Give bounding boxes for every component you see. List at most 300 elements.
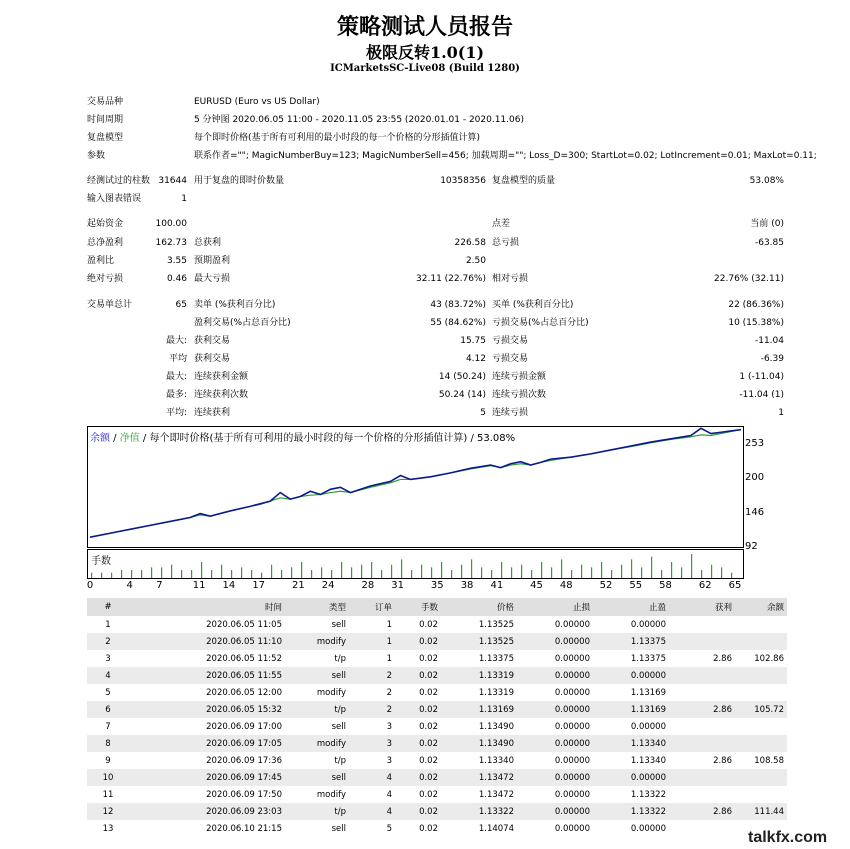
long-positions-label: 买单 (%获利百分比) xyxy=(492,300,574,310)
volume-bar xyxy=(431,567,432,578)
volume-bar xyxy=(171,565,172,578)
bars-value: 31644 xyxy=(158,176,187,186)
table-cell: 3 xyxy=(386,755,392,766)
x-tick-label: 7 xyxy=(156,580,163,591)
table-cell: 2020.06.09 17:45 xyxy=(129,769,285,786)
table-cell: t/p xyxy=(334,653,346,664)
maximal-consec-loss-label: 连续亏损次数 xyxy=(492,390,547,400)
table-cell: 0.02 xyxy=(395,769,441,786)
table-cell: 1.13375 xyxy=(593,633,669,650)
table-cell xyxy=(735,616,787,633)
maximal-label: 最多: xyxy=(165,390,187,400)
chart-legend xyxy=(90,429,515,444)
col-header: 手数 xyxy=(395,598,441,616)
equity-line xyxy=(90,430,741,538)
table-cell: 0.00000 xyxy=(517,667,593,684)
volume-bar xyxy=(691,554,692,578)
table-cell: modify xyxy=(285,633,349,650)
largest-loss-value: -11.04 xyxy=(754,336,784,346)
table-cell: 111.44 xyxy=(735,803,787,820)
spread-value: 当前 (0) xyxy=(750,219,784,229)
table-cell: 2 xyxy=(349,667,395,684)
table-cell: 1.13340 xyxy=(478,755,514,766)
volume-bar xyxy=(421,565,422,578)
table-cell: 0.00000 xyxy=(517,735,593,752)
table-cell xyxy=(735,633,787,650)
volume-bar xyxy=(641,567,642,578)
volume-bar xyxy=(181,570,182,578)
table-row xyxy=(87,667,787,684)
table-cell: 2020.06.10 21:15 xyxy=(206,823,282,834)
volume-bar xyxy=(721,567,722,578)
expected-payoff-value: 2.50 xyxy=(465,256,486,266)
x-tick-label: 65 xyxy=(728,580,742,591)
spread-label: 点差 xyxy=(492,219,511,229)
volume-bar xyxy=(541,562,542,578)
table-cell xyxy=(669,769,735,786)
max-drawdown-label: 最大亏损 xyxy=(194,274,231,284)
short-positions-label: 卖单 (%获利百分比) xyxy=(194,300,276,310)
table-row xyxy=(87,616,787,633)
col-header: 时间 xyxy=(129,598,285,616)
table-cell: 4 xyxy=(87,667,129,684)
table-cell: 2.86 xyxy=(713,653,732,664)
table-cell: 0.00000 xyxy=(517,701,593,718)
table-cell: 1.13319 xyxy=(441,667,517,684)
table-cell xyxy=(669,820,735,837)
volume-bar xyxy=(491,570,492,578)
x-tick-label: 11 xyxy=(192,580,206,591)
table-cell xyxy=(669,667,735,684)
gross-loss-label: 总亏损 xyxy=(492,238,520,248)
table-cell: 2020.06.09 17:36 xyxy=(206,755,282,766)
col-header: 价格 xyxy=(441,598,517,616)
volume-bar xyxy=(381,570,382,578)
table-cell: 0.02 xyxy=(395,803,441,820)
server-build: ICMarketsSC-Live08 (Build 1280) xyxy=(330,63,520,74)
largest-label: 最大: xyxy=(165,336,187,346)
volume-bar xyxy=(291,567,292,578)
volume-bar xyxy=(351,567,352,578)
table-cell: 0.02 xyxy=(419,721,438,732)
col-header: 止盈 xyxy=(593,598,669,616)
gross-profit-label: 总获利 xyxy=(194,238,222,248)
avg-consec-wins-label: 连续获利 xyxy=(194,408,231,418)
avg-loss-label: 亏损交易 xyxy=(492,354,529,364)
table-cell: 5 xyxy=(105,687,111,698)
table-cell: 0.00000 xyxy=(630,721,666,732)
table-cell: 2.86 xyxy=(669,803,735,820)
table-cell: 0.00000 xyxy=(593,769,669,786)
table-row xyxy=(87,786,787,803)
volume-bar xyxy=(121,570,122,578)
table-row xyxy=(87,684,787,701)
table-cell: 1.14074 xyxy=(478,823,514,834)
volume-bar xyxy=(711,565,712,578)
net-profit-value: 162.73 xyxy=(155,238,187,248)
table-cell: 7 xyxy=(105,721,111,732)
volume-chart-svg xyxy=(88,550,743,578)
col-header: 获利 xyxy=(669,598,735,616)
volume-bar xyxy=(441,562,442,578)
table-cell xyxy=(669,616,735,633)
expected-payoff-label: 预期盈利 xyxy=(194,256,231,266)
volume-bar xyxy=(471,559,472,578)
table-cell: 0.00000 xyxy=(517,803,593,820)
largest-profit-value: 15.75 xyxy=(460,336,486,346)
table-cell: 3 xyxy=(105,653,111,664)
table-cell: 1.13169 xyxy=(441,701,517,718)
maximal-consec-profit-value: 50.24 (14) xyxy=(438,390,486,400)
loss-trades-value: 10 (15.38%) xyxy=(728,318,784,328)
col-header: # xyxy=(87,598,129,616)
info-value: 每个即时价格(基于所有可利用的最小时段的每一个价格的分形插值计算) xyxy=(194,133,481,143)
table-cell: sell xyxy=(331,721,346,732)
table-cell: 2020.06.09 17:00 xyxy=(206,721,282,732)
errors-label: 输入图表错误 xyxy=(87,194,142,204)
table-cell: sell xyxy=(285,769,349,786)
table-cell: 0.02 xyxy=(395,667,441,684)
table-cell: 2 xyxy=(87,633,129,650)
table-cell xyxy=(735,786,787,803)
x-tick-label: 58 xyxy=(659,580,672,591)
x-tick-label: 24 xyxy=(321,580,335,591)
volume-bar xyxy=(91,573,92,578)
table-cell: 2.86 xyxy=(669,701,735,718)
table-cell xyxy=(669,633,735,650)
volume-bar xyxy=(561,559,562,578)
max-drawdown-value: 32.11 (22.76%) xyxy=(416,274,486,284)
balance-chart xyxy=(87,426,744,548)
table-cell: 3 xyxy=(349,735,395,752)
volume-bar xyxy=(301,562,302,578)
volume-bar xyxy=(501,562,502,578)
col-header: 余额 xyxy=(735,598,787,616)
table-cell: 108.58 xyxy=(754,755,784,766)
table-cell: 0.00000 xyxy=(554,755,590,766)
volume-bar xyxy=(701,570,702,578)
info-label: 复盘模型 xyxy=(87,133,124,143)
net-profit-label: 总净盈利 xyxy=(87,238,124,248)
table-cell: 9 xyxy=(105,755,111,766)
table-cell: 12 xyxy=(87,803,129,820)
table-cell xyxy=(735,718,787,735)
max-consec-wins-label: 连续获利金额 xyxy=(194,372,249,382)
volume-bar xyxy=(201,562,202,578)
table-cell: 1.13375 xyxy=(630,653,666,664)
volume-bar xyxy=(481,567,482,578)
volume-bar xyxy=(531,570,532,578)
gross-loss-value: -63.85 xyxy=(754,238,784,248)
watermark: talkfx.com xyxy=(748,829,828,846)
quality-label: 复盘模型的质量 xyxy=(492,176,556,186)
x-tick-label: 55 xyxy=(629,580,643,591)
table-row xyxy=(87,650,787,667)
table-cell: 2 xyxy=(386,687,392,698)
largest-loss-label: 亏损交易 xyxy=(492,336,529,346)
volume-bar xyxy=(221,565,222,578)
deposit-label: 起始资金 xyxy=(87,219,124,229)
table-cell: t/p xyxy=(334,755,346,766)
table-cell xyxy=(735,735,787,752)
short-positions-value: 43 (83.72%) xyxy=(430,300,486,310)
info-value: EURUSD (Euro vs US Dollar) xyxy=(194,97,320,107)
volume-bar xyxy=(611,570,612,578)
volume-bar xyxy=(271,565,272,578)
legend-balance: 余额 xyxy=(90,433,110,444)
info-value: 5 分钟图 2020.06.05 11:00 - 2020.11.05 23:55 (2020.01.01 - 2020.11.06) xyxy=(194,115,524,125)
table-cell: 0.02 xyxy=(419,755,438,766)
max-consec-losses-label: 连续亏损金额 xyxy=(492,372,547,382)
deposit-value: 100.00 xyxy=(155,219,187,229)
volume-bar xyxy=(321,567,322,578)
table-row xyxy=(87,803,787,820)
avg-consec-wins-value: 5 xyxy=(480,408,486,418)
quality-value: 53.08% xyxy=(749,176,784,186)
table-cell xyxy=(669,684,735,701)
gross-profit-value: 226.58 xyxy=(454,238,486,248)
volume-bar xyxy=(371,562,372,578)
table-row xyxy=(87,701,787,718)
volume-bar xyxy=(401,559,402,578)
table-cell: 10 xyxy=(87,769,129,786)
table-row xyxy=(87,752,787,769)
table-cell: 1.13322 xyxy=(630,789,666,800)
table-cell: 0.00000 xyxy=(554,721,590,732)
table-cell: 0.02 xyxy=(419,789,438,800)
y-tick-label: 92 xyxy=(745,541,758,552)
table-cell: 1.13525 xyxy=(478,619,514,630)
table-cell: 4 xyxy=(349,803,395,820)
bars-label: 经测试过的柱数 xyxy=(87,176,151,186)
table-cell: 105.72 xyxy=(735,701,787,718)
largest-profit-label: 获利交易 xyxy=(194,336,231,346)
table-cell: 1.13319 xyxy=(478,687,514,698)
volume-bar xyxy=(451,570,452,578)
info-label: 时间周期 xyxy=(87,115,124,125)
profit-factor-value: 3.55 xyxy=(166,256,187,266)
balance-chart-svg xyxy=(88,427,743,547)
info-value: 联系作者=""; MagicNumberBuy=123; MagicNumberSell=456; 加载周期=""; Loss_D=300; StartLot=0.02; LotIncrement=0.01; MaxLot=0.11; xyxy=(194,151,817,161)
table-cell: 0.00000 xyxy=(554,619,590,630)
table-cell: 1.13472 xyxy=(441,769,517,786)
table-cell: 2020.06.05 11:55 xyxy=(129,667,285,684)
volume-bar xyxy=(141,570,142,578)
table-cell: 5 xyxy=(386,823,392,834)
total-trades-label: 交易单总计 xyxy=(87,300,133,310)
table-cell: 0.02 xyxy=(395,735,441,752)
y-tick-label: 253 xyxy=(745,438,765,449)
x-tick-label: 17 xyxy=(252,580,266,591)
volume-bar xyxy=(681,567,682,578)
loss-trades-label: 亏损交易(%占总百分比) xyxy=(492,318,589,328)
profit-trades-value: 55 (84.62%) xyxy=(430,318,486,328)
x-tick-label: 52 xyxy=(599,580,613,591)
table-cell xyxy=(735,667,787,684)
col-header: 类型 xyxy=(285,598,349,616)
volume-bar xyxy=(131,570,132,578)
table-row xyxy=(87,718,787,735)
table-header-row xyxy=(87,598,787,616)
max-consec-wins-value: 14 (50.24) xyxy=(438,372,486,382)
table-cell: 1.13322 xyxy=(441,803,517,820)
avg-consec-losses-label: 连续亏损 xyxy=(492,408,529,418)
volume-bar xyxy=(621,565,622,578)
avg-consec-losses-value: 1 xyxy=(778,408,784,418)
volume-bar xyxy=(361,565,362,578)
table-cell: 4 xyxy=(386,789,392,800)
table-cell: 2020.06.05 11:52 xyxy=(206,653,282,664)
profit-trades-label: 盈利交易(%占总百分比) xyxy=(194,318,291,328)
volume-bar xyxy=(511,567,512,578)
table-cell: modify xyxy=(316,789,346,800)
table-cell: 0.02 xyxy=(419,823,438,834)
volume-bar xyxy=(261,573,262,578)
x-tick-label: 0 xyxy=(86,580,94,591)
col-header: 订单 xyxy=(349,598,395,616)
table-cell: 4 xyxy=(349,769,395,786)
table-cell: 0.00000 xyxy=(554,687,590,698)
table-cell xyxy=(669,735,735,752)
table-cell: sell xyxy=(331,619,346,630)
volume-bar xyxy=(101,573,102,578)
relative-drawdown-label: 相对亏损 xyxy=(492,274,529,284)
table-cell: 2020.06.05 12:00 xyxy=(206,687,282,698)
volume-bar xyxy=(281,570,282,578)
avg-profit-value: 4.12 xyxy=(465,354,486,364)
table-cell: 0.00000 xyxy=(554,789,590,800)
maximum-label: 最大: xyxy=(165,372,187,382)
x-tick-label: 48 xyxy=(559,580,573,591)
avg-loss-value: -6.39 xyxy=(760,354,784,364)
table-row xyxy=(87,735,787,752)
volume-bar xyxy=(241,567,242,578)
table-cell: 2020.06.09 23:03 xyxy=(129,803,285,820)
average2-label: 平均: xyxy=(165,408,187,418)
table-cell: 0.00000 xyxy=(593,667,669,684)
table-cell: 0.00000 xyxy=(517,769,593,786)
volume-bar xyxy=(521,565,522,578)
volume-bar xyxy=(631,559,632,578)
table-cell: 2020.06.05 11:10 xyxy=(129,633,285,650)
volume-bar xyxy=(661,570,662,578)
profit-factor-label: 盈利比 xyxy=(87,256,115,266)
x-tick-label: 38 xyxy=(460,580,474,591)
table-cell: 0.00000 xyxy=(517,633,593,650)
table-cell: 0.00000 xyxy=(630,823,666,834)
volume-bar xyxy=(311,570,312,578)
table-cell: 3 xyxy=(386,721,392,732)
volume-bar xyxy=(151,567,152,578)
volume-bar xyxy=(161,567,162,578)
info-label: 交易品种 xyxy=(87,97,124,107)
volume-bar xyxy=(651,557,652,578)
x-tick-label: 4 xyxy=(126,580,133,591)
table-cell: 1 xyxy=(386,653,392,664)
long-positions-value: 22 (86.36%) xyxy=(728,300,784,310)
col-header: 止损 xyxy=(517,598,593,616)
table-row xyxy=(87,769,787,786)
report-title: 策略测试人员报告 xyxy=(336,14,513,40)
table-cell: 0.02 xyxy=(395,701,441,718)
average-label: 平均 xyxy=(168,354,187,364)
table-cell: 8 xyxy=(87,735,129,752)
maximal-consec-profit-label: 连续获利次数 xyxy=(194,390,249,400)
table-cell xyxy=(669,718,735,735)
max-consec-losses-value: 1 (-11.04) xyxy=(739,372,784,382)
table-cell: sell xyxy=(285,667,349,684)
table-cell: 1 xyxy=(105,619,111,630)
deals-table xyxy=(87,598,787,837)
ticks-value: 10358356 xyxy=(440,176,486,186)
table-cell: 102.86 xyxy=(754,653,784,664)
table-cell: 0.02 xyxy=(419,687,438,698)
volume-bar xyxy=(551,567,552,578)
absolute-drawdown-label: 绝对亏损 xyxy=(87,274,124,284)
volume-bar xyxy=(331,570,332,578)
table-cell: 1.13169 xyxy=(593,701,669,718)
volume-bar xyxy=(191,570,192,578)
x-tick-label: 41 xyxy=(490,580,504,591)
table-cell: 0.00000 xyxy=(554,653,590,664)
table-row xyxy=(87,820,787,837)
x-tick-label: 45 xyxy=(530,580,543,591)
table-cell: modify xyxy=(316,687,346,698)
volume-bar xyxy=(111,573,112,578)
table-cell: 1 xyxy=(386,619,392,630)
volume-bar xyxy=(341,562,342,578)
table-cell: 0.02 xyxy=(419,619,438,630)
table-cell: 2020.06.09 17:50 xyxy=(206,789,282,800)
relative-drawdown-value: 22.76% (32.11) xyxy=(714,274,784,284)
volume-bar xyxy=(671,562,672,578)
table-cell: 1.13169 xyxy=(630,687,666,698)
y-tick-label: 200 xyxy=(745,472,765,483)
table-cell: 6 xyxy=(87,701,129,718)
legend-description: / 每个即时价格(基于所有可利用的最小时段的每一个价格的分形插值计算) / 53.08% xyxy=(139,433,516,444)
x-tick-label: 62 xyxy=(698,580,712,591)
volume-bar xyxy=(601,562,602,578)
table-cell: 2020.06.09 17:05 xyxy=(129,735,285,752)
legend-separator: / xyxy=(110,433,120,444)
volume-label: 手数 xyxy=(91,556,111,567)
x-tick-label: 14 xyxy=(222,580,236,591)
table-cell: 2020.06.05 15:32 xyxy=(129,701,285,718)
table-cell: 1.13472 xyxy=(478,789,514,800)
table-cell xyxy=(735,769,787,786)
volume-bar xyxy=(411,570,412,578)
table-cell: t/p xyxy=(285,803,349,820)
table-cell xyxy=(735,684,787,701)
table-cell: sell xyxy=(331,823,346,834)
table-cell: 0.02 xyxy=(395,633,441,650)
x-tick-label: 31 xyxy=(391,580,404,591)
table-row xyxy=(87,633,787,650)
table-cell: 0.02 xyxy=(419,653,438,664)
table-cell: 1.13375 xyxy=(478,653,514,664)
table-cell: 1.13322 xyxy=(593,803,669,820)
errors-value: 1 xyxy=(181,194,187,204)
table-cell: 2020.06.05 11:05 xyxy=(206,619,282,630)
x-tick-label: 35 xyxy=(430,580,444,591)
table-cell: t/p xyxy=(285,701,349,718)
table-cell: modify xyxy=(285,735,349,752)
absolute-drawdown-value: 0.46 xyxy=(166,274,187,284)
table-cell: 1.13490 xyxy=(478,721,514,732)
table-cell: 0.00000 xyxy=(554,823,590,834)
total-trades-value: 65 xyxy=(175,300,187,310)
x-tick-label: 21 xyxy=(292,580,305,591)
